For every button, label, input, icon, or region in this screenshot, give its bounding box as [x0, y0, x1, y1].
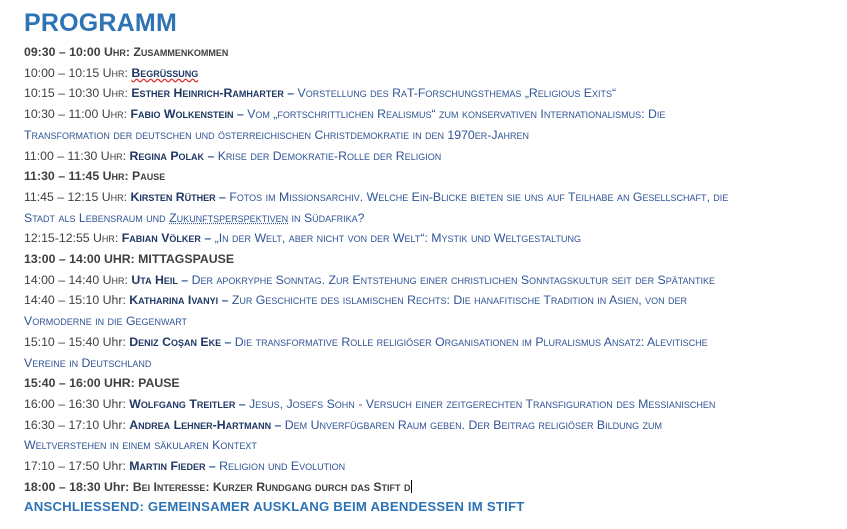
speaker-name: Esther Heinrich-Ramharter [131, 86, 284, 101]
dash: – [200, 231, 215, 246]
dash: – [233, 107, 248, 122]
program-line [24, 290, 833, 311]
dash: – [283, 86, 298, 101]
program-line [24, 146, 833, 167]
speaker-name: Fabian Völker [121, 231, 201, 246]
program-line-continuation [24, 208, 833, 229]
event-text: Bei Interesse: Kurzer Rundgang durch das Stift d [132, 479, 411, 494]
speaker-name: Fabio Wolkenstein [130, 107, 234, 122]
time-label: 09:30 – 10:00 Uhr: [24, 45, 130, 59]
text-cursor [411, 480, 412, 493]
talk-title: Vom „fortschrittlichen Realismus“ zum konservativen Internationalismus: Die [247, 107, 666, 122]
talk-title: Jesus, Josefs Sohn - Versuch einer zeitgerechten Transfiguration des Messianischen [249, 396, 716, 411]
event-text: Zusammenkommen [133, 45, 229, 59]
program-line [24, 394, 833, 415]
speaker-name: Martin Fieder [129, 459, 206, 474]
program-line [24, 332, 833, 353]
talk-title: Dem Unverfügbaren Raum geben. Der Beitrag religiöser Bildung zum [284, 417, 662, 432]
dash: – [221, 334, 235, 349]
dash: – [205, 459, 220, 474]
program-line [24, 249, 833, 270]
speaker-name: Wolfgang Treitler [129, 396, 236, 411]
program-line [24, 415, 833, 436]
talk-title: Fotos im Missionsarchiv. Welche Ein-Blicke bieten sie uns auf Teilhabe an Gesellschaft, die [229, 189, 729, 204]
talk-title: Religion und Evolution [219, 459, 346, 474]
time-label: 13:00 – 14:00 UHR: [24, 252, 135, 267]
speaker-name: Katharina Ivanyi [129, 293, 219, 308]
time-label: 10:00 – 10:15 Uhr: [24, 65, 128, 80]
talk-title: Krise der Demokratie-Rolle der Religion [217, 148, 442, 163]
time-label: 16:00 – 16:30 Uhr: [24, 396, 126, 411]
event-text: MITTAGSPAUSE [138, 252, 235, 267]
time-label: 11:45 – 12:15 Uhr: [24, 189, 128, 204]
underlined-word: Zukunftsperspektiven [169, 210, 289, 225]
talk-title-continued: Vereine in Deutschland [24, 355, 152, 370]
program-line [24, 63, 833, 84]
dash: – [271, 417, 285, 432]
program-line [24, 42, 833, 63]
program-line-continuation [24, 435, 833, 456]
time-label: 11:00 – 11:30 Uhr: [24, 148, 127, 163]
program-line [24, 187, 833, 208]
program-line [24, 477, 833, 498]
time-label: 14:40 – 15:10 Uhr: [24, 293, 126, 308]
program-line-continuation [24, 125, 833, 146]
dash: – [215, 189, 230, 204]
talk-title: Vorstellung des RaT-Forschungsthemas „Religious Exits“ [297, 86, 617, 101]
time-label: 15:10 – 15:40 Uhr: [24, 334, 126, 349]
program-line-continuation [24, 353, 833, 374]
dash: – [204, 148, 218, 163]
talk-title: Zur Geschichte des islamischen Rechts: Die hanafitische Tradition in Asien, von der [231, 293, 687, 308]
event-text: Pause [132, 169, 166, 184]
dash: – [218, 293, 232, 308]
time-label: 10:30 – 11:00 Uhr: [24, 107, 128, 122]
talk-title-continued: Transformation der deutschen und österreichischen Christdemokratie in den 1970er-Jahren [24, 127, 530, 142]
time-label: 12:15-12:55 Uhr: [24, 231, 119, 246]
dash: – [177, 272, 192, 287]
talk-title: Der apokryphe Sonntag. Zur Entstehung einer christlichen Sonntagskultur seit der Spätantike [191, 272, 716, 287]
talk-title: „In der Welt, aber nicht von der Welt“: Mystik und Weltgestaltung [214, 231, 581, 246]
program-line [24, 456, 833, 477]
talk-title-continued: Stadt als Lebensraum und [24, 210, 170, 225]
talk-title-continued: Weltverstehen in einem säkularen Kontext [24, 438, 257, 453]
speaker-name: Kirsten Rüther [130, 189, 216, 204]
speaker-name: Begrüßung [131, 65, 199, 80]
talk-title-continued: Vormoderne in die Gegenwart [24, 314, 188, 329]
program-line [24, 83, 833, 104]
time-label: 14:00 – 14:40 Uhr: [24, 272, 128, 287]
time-label: 10:15 – 10:30 Uhr: [24, 86, 128, 101]
speaker-name: Andrea Lehner-Hartmann [129, 417, 272, 432]
program-line [24, 373, 833, 394]
speaker-name: Regina Polak [129, 148, 205, 163]
time-label: 15:40 – 16:00 UHR: [24, 376, 135, 391]
program-line [24, 104, 833, 125]
program-line [24, 228, 833, 249]
program-line [24, 270, 833, 291]
talk-title-end: in Südafrika? [288, 210, 365, 225]
time-label: 17:10 – 17:50 Uhr: [24, 459, 126, 474]
time-label: 16:30 – 17:10 Uhr: [24, 417, 126, 432]
dash: – [235, 396, 250, 411]
page-title: PROGRAMM [24, 9, 177, 37]
speaker-name: Uta Heil [131, 272, 178, 287]
program-line [24, 166, 833, 187]
event-text: PAUSE [138, 376, 180, 391]
closing-line: ANSCHLIESSEND: GEMEINSAMER AUSKLANG BEIM ABENDESSEN IM STIFT [24, 499, 525, 515]
time-label: 11:30 – 11:45 Uhr: [24, 169, 129, 184]
time-label: 18:00 – 18:30 Uhr: [24, 479, 130, 494]
talk-title: Die transformative Rolle religiöser Organisationen im Pluralismus Ansatz: Alevitische [234, 334, 708, 349]
program-line-continuation [24, 311, 833, 332]
speaker-name: Deniz Coşan Eke [129, 334, 222, 349]
